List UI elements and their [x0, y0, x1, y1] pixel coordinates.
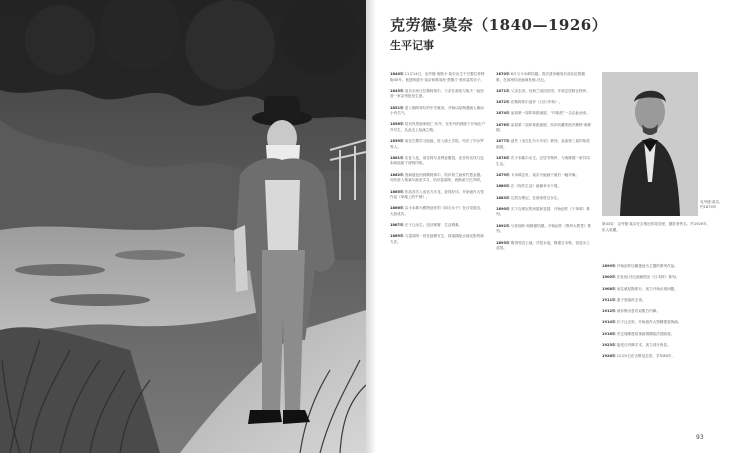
entry-year: 1880年	[496, 184, 510, 189]
chronology-entry	[390, 139, 486, 150]
entry-text: 长子让去世。开始创作大型睡莲装饰画。	[616, 320, 682, 325]
entry-text: 参加第一届印象派画展，“印象派”一名由此而来。	[510, 111, 590, 116]
entry-text: 12月5日在吉维尼去世，享年86岁。	[616, 354, 675, 359]
chronology-entry	[390, 122, 486, 133]
entry-text: 应征入伍，前往阿尔及利亚服役，北非的光线与色彩给他留下深刻印象。	[390, 155, 484, 166]
entry-text: 前往巴黎学习绘画，进入瑞士学院，结识了毕沙罗等人。	[390, 139, 484, 149]
chronology-entry	[496, 224, 592, 235]
chronology-entry	[390, 106, 486, 117]
entry-year: 1862年	[390, 172, 404, 177]
chronology-entry	[496, 207, 592, 218]
entry-year: 1892年	[496, 223, 510, 228]
entry-year: 1872年	[496, 100, 510, 105]
entry-year: 1890年	[496, 206, 510, 211]
entry-year: 1874年	[496, 111, 510, 116]
entry-text: 购得邻近土地，开挖水池，修建日本桥，营造水上花园。	[496, 240, 590, 251]
chronology-entry	[602, 354, 714, 360]
entry-year: 1900年	[602, 275, 616, 280]
chronology-entry	[496, 72, 592, 83]
chronology-entry	[496, 173, 592, 179]
entry-text: 接受白内障手术，视力部分恢复。	[616, 343, 671, 348]
chronology-entry	[602, 275, 714, 281]
chronology-entry	[602, 343, 714, 349]
entry-text: 创作《圣拉扎尔火车站》系列，参加第三届印象派画展。	[496, 139, 590, 149]
entry-year: 1912年	[602, 309, 616, 314]
chronology-entry	[602, 298, 714, 304]
chronology-entry	[390, 72, 486, 83]
entry-text: 开始创作以睡莲池为主题的系列作品。	[616, 264, 678, 268]
entry-year: 1908年	[602, 286, 616, 291]
chronology-entry	[390, 206, 486, 217]
entry-text: 11月14日，克劳德·奥斯卡·莫奈出生于巴黎拉菲特街45号。他是阿道夫·莫奈和路易丝·贾斯汀·奥布雷的次子。	[390, 72, 485, 82]
entry-year: 1865年	[390, 189, 404, 194]
entry-text: 与雷诺阿一同在蛙塘写生，探索描绘水面光影的新方法。	[390, 234, 484, 244]
chronology-entry	[602, 287, 714, 293]
entry-text: 在勒阿弗尔创作《日出·印象》。	[510, 100, 563, 105]
entry-year: 1914年	[602, 320, 616, 325]
chronology-entry	[602, 264, 714, 270]
chronology-entry	[496, 111, 592, 117]
entry-text: 因病退伍回到勒阿弗尔，结识荷兰画家约恩金德。同年进入格莱尔画室学习，结识雷诺阿、西斯莱与巴齐耶。	[390, 172, 484, 183]
chronology-entry	[390, 156, 486, 167]
entry-year: 1883年	[496, 195, 510, 200]
portrait-photo	[602, 72, 698, 216]
entry-text: 买下吉维尼的房屋和花园，开始创作《干草堆》系列。	[496, 206, 590, 217]
entry-year: 1867年	[390, 223, 404, 228]
entry-year: 1926年	[602, 354, 616, 359]
chronology-entry	[390, 223, 486, 229]
chronology-entry	[496, 156, 592, 167]
entry-text: 前往威尼斯旅行，视力开始出现问题。	[616, 286, 678, 291]
portrait-drawing	[602, 72, 698, 216]
entry-text: 结识风景画家欧仁·布丹，在布丹的鼓励下开始在户外写生，从此走上绘画之路。	[390, 122, 485, 132]
entry-text: 参加第二届印象派画展，结识收藏家欧内斯特·奥修德。	[496, 122, 591, 133]
chronology-entry	[602, 332, 714, 338]
entry-text: 被诊断出患有双眼白内障。	[616, 309, 660, 314]
chronology-column-3	[602, 264, 714, 366]
entry-year: 1893年	[496, 240, 510, 245]
chronology-entry	[496, 123, 592, 134]
chronology-entry	[602, 320, 714, 326]
entry-text: 进入勒阿弗尔的中学就读，开始以绘制漫画人像而小有名气。	[390, 105, 484, 116]
entry-year: 1870年	[496, 72, 510, 76]
entry-year: 1879年	[496, 173, 510, 178]
entry-year: 1851年	[390, 105, 404, 110]
chronology-entry	[390, 190, 486, 201]
entry-text: 以卡米耶为模特创作的《绿衣女子》在沙龙展出，大获成功。	[390, 206, 484, 216]
entry-year: 1918年	[602, 331, 616, 336]
entry-text: 卡米耶去世，莫奈为她画下最后一幅肖像。	[510, 173, 580, 178]
entry-text: 与爱丽丝·奥修德结婚。开始创作《鲁昂大教堂》系列。	[496, 223, 591, 234]
photo-caption: 第43页：克劳德·莫奈在吉维尼的花园里，摄影者佚名，约1920年，私人收藏。	[602, 222, 711, 232]
entry-text: 决定将睡莲装饰画捐赠给法国政府。	[616, 331, 675, 336]
entry-text: 父亲去世。经荷兰返回法国，年底定居阿让特伊。	[510, 88, 590, 93]
entry-text: 长子让出生。经济困窘，生活艰难。	[404, 223, 463, 228]
chronology-entry	[390, 89, 486, 100]
chronology-entry	[496, 89, 592, 95]
entry-year: 1899年	[602, 264, 616, 268]
entry-text: 莫奈全家迁往勒阿弗尔，父亲在那里与姐夫一起经营一家杂货批发生意。	[390, 88, 484, 99]
entry-text: 6月与卡米耶结婚。普法战争爆发后前往伦敦避难，在那里结识画商杜朗-吕厄。	[496, 72, 585, 82]
chronology-entry	[496, 139, 592, 150]
chronology-page	[376, 0, 730, 453]
entry-text: 妻子爱丽丝去世。	[616, 297, 646, 302]
book-gutter	[366, 0, 376, 453]
chronology-entry	[496, 184, 592, 190]
entry-text: 次子米歇尔出生。迁居韦特伊，与奥修德一家共同生活。	[496, 156, 590, 166]
entry-year: 1878年	[496, 156, 510, 161]
entry-text: 作品首次入选官方沙龙，获得好评。开始创作大型作品《草地上的午餐》。	[390, 189, 484, 200]
chronology-entry	[390, 234, 486, 245]
entry-year: 1859年	[390, 139, 404, 144]
entry-year: 1869年	[390, 234, 404, 239]
chronology-entry	[602, 309, 714, 315]
entry-text: 迁居吉维尼，在那里度过余生。	[510, 195, 562, 200]
entry-year: 1845年	[390, 88, 404, 93]
entry-year: 1871年	[496, 88, 510, 93]
entry-text: 在杜朗-吕厄画廊展出《日本桥》系列。	[616, 275, 680, 280]
chronology-column-1	[390, 72, 486, 251]
entry-year: 1911年	[602, 297, 616, 302]
entry-year: 1876年	[496, 122, 510, 127]
page-number: 93	[696, 434, 704, 441]
portrait-caption: 克劳德·莫奈，约1874年	[700, 200, 723, 209]
chronology-entry	[496, 241, 592, 252]
entry-year: 1866年	[390, 206, 404, 211]
chronology-column-2	[496, 72, 592, 257]
page-subtitle: 生平记事	[390, 39, 434, 52]
entry-text: 在《现代生活》画廊举办个展。	[510, 184, 562, 189]
entry-year: 1877年	[496, 139, 510, 144]
chronology-entry	[496, 196, 592, 202]
entry-year: 1840年	[390, 72, 404, 76]
page-title: 克劳德·莫奈（1840—1926）	[390, 16, 608, 34]
chronology-entry	[496, 100, 592, 106]
entry-year: 1856年	[390, 122, 404, 127]
entry-year: 1923年	[602, 343, 616, 348]
entry-year: 1861年	[390, 155, 404, 160]
chronology-entry	[390, 173, 486, 184]
